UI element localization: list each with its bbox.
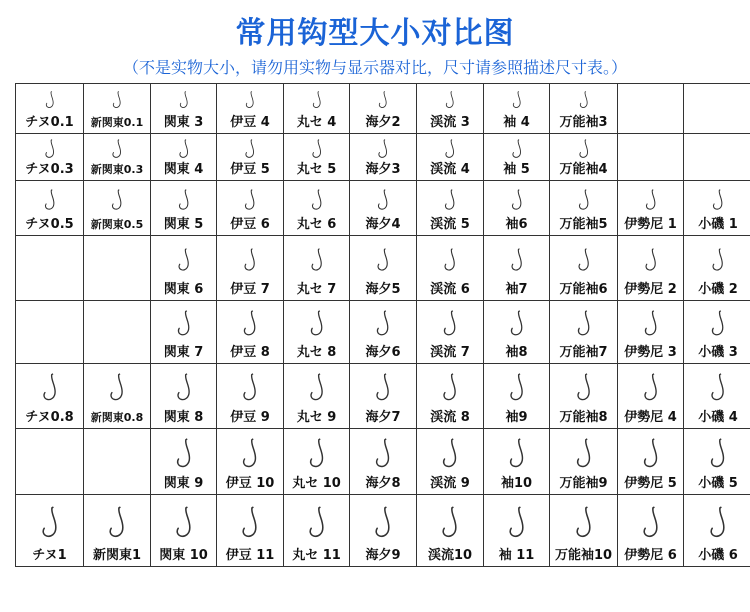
hook-cell xyxy=(618,181,684,236)
fishing-hook-icon xyxy=(377,139,390,159)
hook-cell xyxy=(618,134,684,181)
hook-label: 丸セ 10 xyxy=(292,476,341,491)
hook-label: 関東 5 xyxy=(163,217,204,232)
hook-cell xyxy=(417,181,484,236)
hook-label: 関東 9 xyxy=(163,476,204,491)
fishing-hook-icon xyxy=(175,373,193,402)
hook-cell xyxy=(217,84,284,134)
fishing-hook-icon xyxy=(175,310,192,337)
hook-cell xyxy=(484,181,550,236)
hook-cell xyxy=(217,236,284,301)
hook-cell xyxy=(16,301,84,364)
hook-label: 万能袖10 xyxy=(554,548,613,563)
hook-label: 海夕5 xyxy=(365,282,401,297)
hook-label: 伊勢尼 2 xyxy=(624,282,677,297)
hook-cell xyxy=(350,84,417,134)
hook-cell xyxy=(684,134,750,181)
hook-label: 丸セ 11 xyxy=(292,548,341,563)
fishing-hook-icon xyxy=(444,139,457,159)
fishing-hook-icon xyxy=(39,506,60,539)
hook-cell xyxy=(618,84,684,134)
page-subtitle: （不是实物大小，请勿用实物与显示器对比，尺寸请参照描述尺寸表。） xyxy=(122,58,627,77)
hook-label: 袖10 xyxy=(500,476,533,491)
fishing-hook-icon xyxy=(440,506,461,539)
hook-label: 小磯 3 xyxy=(698,345,738,360)
hook-label: 海夕3 xyxy=(365,162,401,177)
fishing-hook-icon xyxy=(575,310,592,337)
hook-label: 海夕7 xyxy=(365,410,401,425)
hook-cell xyxy=(217,134,284,181)
hook-label: 渓流 6 xyxy=(430,282,470,297)
hook-cell xyxy=(16,495,84,567)
hook-label: 海夕9 xyxy=(365,548,401,563)
hook-label: チヌ0.5 xyxy=(25,217,74,232)
fishing-hook-icon xyxy=(241,373,259,402)
hook-label: 海夕6 xyxy=(365,345,401,360)
hook-cell xyxy=(350,429,417,495)
hook-cell xyxy=(16,364,84,429)
hook-cell xyxy=(284,364,350,429)
hook-label: 海夕2 xyxy=(365,115,401,130)
hook-cell xyxy=(417,429,484,495)
fishing-hook-icon xyxy=(107,506,128,539)
hook-cell xyxy=(350,134,417,181)
fishing-hook-icon xyxy=(110,189,125,211)
hook-label: 万能袖9 xyxy=(559,476,608,491)
hook-cell xyxy=(217,495,284,567)
hook-cell xyxy=(284,134,350,181)
fishing-hook-icon xyxy=(375,310,392,337)
hook-cell xyxy=(284,301,350,364)
hook-label: 袖 4 xyxy=(503,115,530,130)
fishing-hook-icon xyxy=(576,189,591,211)
fishing-hook-icon xyxy=(244,91,256,109)
hook-label: 伊豆 6 xyxy=(230,217,270,232)
hook-cell xyxy=(684,236,750,301)
hook-label: 袖 5 xyxy=(503,162,530,177)
hook-label: 伊豆 10 xyxy=(225,476,275,491)
fishing-hook-icon xyxy=(178,91,190,109)
hook-label: 万能袖7 xyxy=(559,345,608,360)
hook-label: 伊豆 8 xyxy=(230,345,270,360)
hook-cell xyxy=(484,495,550,567)
hook-cell xyxy=(350,364,417,429)
table-row xyxy=(16,84,750,134)
fishing-hook-icon xyxy=(43,139,56,159)
hook-cell xyxy=(151,495,217,567)
fishing-hook-icon xyxy=(373,506,394,539)
fishing-hook-icon xyxy=(576,248,592,272)
hook-cell xyxy=(618,495,684,567)
fishing-hook-icon xyxy=(44,91,56,109)
hook-label: 小磯 5 xyxy=(698,476,738,491)
hook-label: 伊勢尼 4 xyxy=(624,410,677,425)
hook-label: 伊勢尼 1 xyxy=(624,217,677,232)
hook-label: 伊豆 9 xyxy=(230,410,270,425)
hook-cell xyxy=(84,364,151,429)
fishing-hook-icon xyxy=(443,189,458,211)
hook-cell xyxy=(550,134,618,181)
fishing-hook-icon xyxy=(41,373,59,402)
fishing-hook-icon xyxy=(176,248,192,272)
hook-cell xyxy=(16,181,84,236)
fishing-hook-icon xyxy=(641,438,660,469)
fishing-hook-icon xyxy=(508,310,525,337)
fishing-hook-icon xyxy=(506,506,527,539)
hook-cell xyxy=(684,181,750,236)
fishing-hook-icon xyxy=(509,189,524,211)
hook-cell xyxy=(484,236,550,301)
hook-label: 関東 8 xyxy=(163,410,204,425)
hook-label: 関東 7 xyxy=(163,345,204,360)
hook-label: 万能袖6 xyxy=(559,282,608,297)
hook-cell xyxy=(618,364,684,429)
hook-cell xyxy=(550,181,618,236)
fishing-hook-icon xyxy=(577,139,590,159)
hook-label: 小磯 2 xyxy=(698,282,738,297)
hook-cell xyxy=(350,495,417,567)
fishing-hook-icon xyxy=(308,373,326,402)
hook-cell xyxy=(484,84,550,134)
fishing-hook-icon xyxy=(510,139,523,159)
fishing-hook-icon xyxy=(307,438,326,469)
fishing-hook-icon xyxy=(442,310,459,337)
hook-cell xyxy=(84,181,151,236)
fishing-hook-icon xyxy=(374,373,392,402)
fishing-hook-icon xyxy=(174,438,193,469)
fishing-hook-icon xyxy=(240,506,261,539)
hook-cell xyxy=(684,301,750,364)
fishing-hook-icon xyxy=(244,139,257,159)
hook-cell xyxy=(684,84,750,134)
hook-cell xyxy=(151,429,217,495)
hook-cell xyxy=(151,181,217,236)
hook-label: 伊豆 5 xyxy=(230,162,270,177)
hook-cell xyxy=(684,429,750,495)
fishing-hook-icon xyxy=(243,189,258,211)
page-title: 常用钩型大小对比图 xyxy=(235,16,515,51)
hook-label: 渓流 9 xyxy=(430,476,470,491)
hook-cell xyxy=(217,181,284,236)
fishing-hook-icon xyxy=(573,506,594,539)
hook-cell xyxy=(550,301,618,364)
hook-cell xyxy=(84,236,151,301)
fishing-hook-icon xyxy=(308,310,325,337)
fishing-hook-icon xyxy=(441,373,459,402)
hook-cell xyxy=(417,301,484,364)
fishing-hook-icon xyxy=(708,506,729,539)
fishing-hook-icon xyxy=(177,139,190,159)
hook-label: 関東 4 xyxy=(163,162,204,177)
hook-cell xyxy=(618,301,684,364)
fishing-hook-icon xyxy=(173,506,194,539)
hook-cell xyxy=(217,301,284,364)
hook-label: 袖 11 xyxy=(498,548,535,563)
hook-cell xyxy=(284,181,350,236)
hook-label: 関東 3 xyxy=(163,115,204,130)
hook-cell xyxy=(151,364,217,429)
fishing-hook-icon xyxy=(311,91,323,109)
fishing-hook-icon xyxy=(711,189,726,211)
hook-label: 万能袖4 xyxy=(559,162,608,177)
hook-label: 海夕8 xyxy=(365,476,401,491)
fishing-hook-icon xyxy=(710,310,727,337)
hook-cell xyxy=(16,134,84,181)
fishing-hook-icon xyxy=(509,248,525,272)
fishing-hook-icon xyxy=(643,248,659,272)
hook-label: 新関東0.1 xyxy=(90,116,144,129)
hook-cell xyxy=(284,236,350,301)
hook-label: チヌ0.3 xyxy=(25,162,74,177)
hook-cell xyxy=(217,364,284,429)
hook-cell xyxy=(484,134,550,181)
fishing-hook-icon xyxy=(309,248,325,272)
table-row xyxy=(16,301,750,364)
hook-label: 渓流 4 xyxy=(430,162,470,177)
hook-label: 伊勢尼 3 xyxy=(624,345,677,360)
hook-cell xyxy=(284,495,350,567)
hook-cell xyxy=(84,134,151,181)
fishing-hook-icon xyxy=(111,139,124,159)
hook-cell xyxy=(350,181,417,236)
hook-cell xyxy=(151,134,217,181)
hook-cell xyxy=(151,236,217,301)
hook-label: 新関東0.8 xyxy=(90,411,144,424)
hook-label: 伊勢尼 6 xyxy=(624,548,677,563)
hook-cell xyxy=(84,84,151,134)
fishing-hook-icon xyxy=(444,91,456,109)
fishing-hook-icon xyxy=(441,438,460,469)
fishing-hook-icon xyxy=(377,91,389,109)
hook-cell xyxy=(550,429,618,495)
hook-label: 丸セ 8 xyxy=(296,345,337,360)
hook-cell xyxy=(550,364,618,429)
fishing-hook-icon xyxy=(242,248,258,272)
fishing-hook-icon xyxy=(309,189,324,211)
hook-label: 小磯 4 xyxy=(698,410,738,425)
table-row xyxy=(16,181,750,236)
hook-label: 渓流 7 xyxy=(430,345,470,360)
hook-label: 万能袖3 xyxy=(559,115,608,130)
table-row xyxy=(16,364,750,429)
hook-cell xyxy=(84,429,151,495)
hook-cell xyxy=(484,301,550,364)
hook-label: 袖6 xyxy=(505,217,528,232)
hook-label: 丸セ 9 xyxy=(296,410,337,425)
fishing-hook-icon xyxy=(575,373,593,402)
hook-label: 万能袖8 xyxy=(559,410,608,425)
fishing-hook-icon xyxy=(241,438,260,469)
hook-label: 渓流10 xyxy=(427,548,473,563)
hook-label: 袖9 xyxy=(505,410,528,425)
hook-label: 伊豆 7 xyxy=(230,282,270,297)
hook-label: 伊豆 4 xyxy=(230,115,270,130)
hook-label: 海夕4 xyxy=(365,217,401,232)
hook-cell xyxy=(417,495,484,567)
hook-cell xyxy=(16,236,84,301)
hook-label: 丸セ 4 xyxy=(296,115,337,130)
fishing-hook-icon xyxy=(375,248,391,272)
hook-cell xyxy=(550,236,618,301)
hook-cell xyxy=(84,301,151,364)
fishing-hook-icon xyxy=(111,91,123,109)
fishing-hook-icon xyxy=(242,310,259,337)
hook-cell xyxy=(417,236,484,301)
fishing-hook-icon xyxy=(642,373,660,402)
fishing-hook-icon xyxy=(574,438,593,469)
hook-cell xyxy=(417,134,484,181)
hook-label: チヌ0.1 xyxy=(25,115,74,130)
fishing-hook-icon xyxy=(578,91,590,109)
hook-label: 新関東1 xyxy=(92,548,142,563)
hook-label: 万能袖5 xyxy=(559,217,608,232)
hook-cell xyxy=(217,429,284,495)
hook-cell xyxy=(684,495,750,567)
hook-cell xyxy=(16,84,84,134)
hook-cell xyxy=(16,429,84,495)
table-row xyxy=(16,134,750,181)
fishing-hook-icon xyxy=(376,189,391,211)
hook-cell xyxy=(618,429,684,495)
hook-cell xyxy=(618,236,684,301)
fishing-hook-icon xyxy=(710,248,726,272)
fishing-hook-icon xyxy=(709,438,728,469)
hook-cell xyxy=(151,84,217,134)
fishing-hook-icon xyxy=(374,438,393,469)
hook-label: 渓流 8 xyxy=(430,410,470,425)
table-row xyxy=(16,429,750,495)
hook-cell xyxy=(417,84,484,134)
hook-label: チヌ0.8 xyxy=(25,410,74,425)
fishing-hook-icon xyxy=(442,248,458,272)
fishing-hook-icon xyxy=(642,310,659,337)
hook-cell xyxy=(550,84,618,134)
fishing-hook-icon xyxy=(640,506,661,539)
hook-label: 関東 10 xyxy=(159,548,208,563)
hook-cell xyxy=(84,495,151,567)
fishing-hook-icon xyxy=(507,438,526,469)
hook-cell xyxy=(284,429,350,495)
hook-label: 小磯 1 xyxy=(698,217,738,232)
hook-label: 新関東0.3 xyxy=(90,163,144,176)
fishing-hook-icon xyxy=(306,506,327,539)
hook-cell xyxy=(484,364,550,429)
hook-label: 丸セ 7 xyxy=(296,282,337,297)
fishing-hook-icon xyxy=(508,373,526,402)
hook-label: 袖7 xyxy=(505,282,528,297)
fishing-hook-icon xyxy=(643,189,658,211)
fishing-hook-icon xyxy=(310,139,323,159)
fishing-hook-icon xyxy=(108,373,126,402)
fishing-hook-icon xyxy=(709,373,727,402)
hook-cell xyxy=(417,364,484,429)
hook-cell xyxy=(350,236,417,301)
fishing-hook-icon xyxy=(42,189,57,211)
hook-label: 伊豆 11 xyxy=(225,548,275,563)
hook-cell xyxy=(684,364,750,429)
fishing-hook-icon xyxy=(176,189,191,211)
hook-cell xyxy=(484,429,550,495)
hook-label: 伊勢尼 5 xyxy=(624,476,677,491)
hook-label: 袖8 xyxy=(505,345,528,360)
hook-label: 新関東0.5 xyxy=(90,218,144,231)
hook-cell xyxy=(550,495,618,567)
hook-label: 渓流 3 xyxy=(430,115,470,130)
hook-label: チヌ1 xyxy=(32,548,67,563)
table-row xyxy=(16,495,750,567)
hook-cell xyxy=(151,301,217,364)
hook-label: 小磯 6 xyxy=(698,548,738,563)
hook-label: 丸セ 5 xyxy=(296,162,337,177)
fishing-hook-icon xyxy=(511,91,523,109)
hook-cell xyxy=(350,301,417,364)
hook-label: 丸セ 6 xyxy=(296,217,337,232)
hook-size-table xyxy=(15,83,750,567)
hook-label: 関東 6 xyxy=(163,282,204,297)
table-row xyxy=(16,236,750,301)
hook-label: 渓流 5 xyxy=(430,217,470,232)
hook-cell xyxy=(284,84,350,134)
